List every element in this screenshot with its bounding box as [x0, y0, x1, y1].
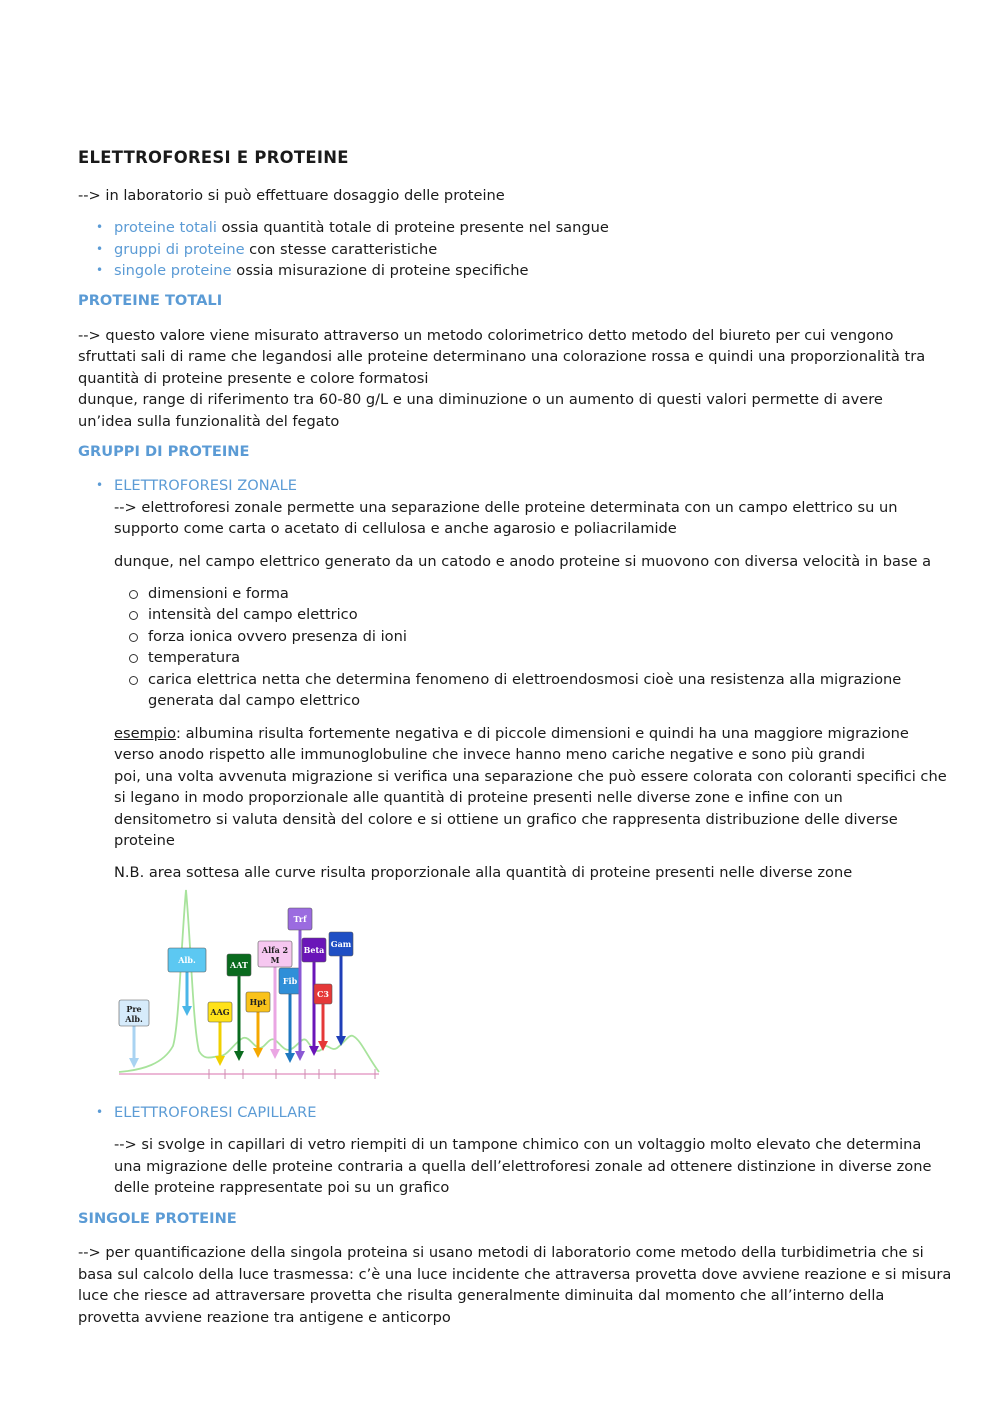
- protein-label: [246, 992, 270, 1058]
- factor-item: dimensioni e forma: [148, 585, 289, 602]
- label-text: Fib: [282, 976, 298, 986]
- label-text: Alb.: [178, 955, 196, 965]
- document-title: ELETTROFORESI E PROTEINE: [78, 148, 349, 167]
- arrow-head-icon: [234, 1051, 244, 1061]
- paragraph-line: proteine: [114, 832, 175, 849]
- list-item-text: ossia misurazione di proteine specifiche: [231, 262, 529, 279]
- bullet-icon: •: [96, 263, 104, 277]
- protein-label: [119, 1000, 149, 1068]
- factor-item-continued: generata dal campo elettrico: [148, 692, 361, 709]
- label-text: Beta: [303, 945, 325, 955]
- list-item: [114, 239, 437, 261]
- arrow-head-icon: [253, 1048, 263, 1058]
- example-line: [114, 723, 909, 745]
- bullet-icon: •: [96, 478, 104, 492]
- list-item-text: con stesse caratteristiche: [244, 241, 438, 258]
- label-text: Hpt: [249, 997, 267, 1007]
- subsection-label-zonale: ELETTROFORESI ZONALE: [114, 477, 297, 494]
- list-item: [114, 217, 609, 239]
- bullet-icon: •: [96, 1105, 104, 1119]
- example-word: esempio: [114, 725, 177, 742]
- intro-text: --> in laboratorio si può effettuare dosaggio delle proteine: [78, 187, 505, 204]
- paragraph-line: luce che riesce ad attraversare provetta che risulta generalmente diminuita dal momento che all’interno della: [78, 1287, 885, 1304]
- paragraph-line: supporto come carta o acetato di cellulosa e anche agarosio e poliacrilamide: [114, 520, 677, 537]
- subsection-label-capillare: ELETTROFORESI CAPILLARE: [114, 1104, 317, 1121]
- arrow-head-icon: [182, 1006, 192, 1016]
- protein-label: [329, 932, 353, 1046]
- protein-label: [314, 984, 332, 1051]
- circle-bullet-icon: [129, 611, 138, 620]
- arrow-head-icon: [285, 1053, 295, 1063]
- arrow-head-icon: [295, 1051, 305, 1061]
- factor-item: intensità del campo elettrico: [148, 606, 358, 623]
- factor-item: temperatura: [148, 649, 241, 666]
- paragraph-line: basa sul calcolo della luce trasmessa: c’è una luce incidente che attraversa provetta dove avviene reazione e si misura: [78, 1266, 952, 1283]
- circle-bullet-icon: [129, 676, 138, 685]
- section-heading-singole: SINGOLE PROTEINE: [78, 1210, 237, 1227]
- label-text: AAG: [210, 1007, 230, 1017]
- protein-label: [168, 948, 206, 1016]
- label-text: Alfa 2: [261, 945, 289, 955]
- list-item-text: ossia quantità totale di proteine presente nel sangue: [216, 219, 609, 236]
- paragraph-line: un’idea sulla funzionalità del fegato: [78, 413, 340, 430]
- label-text: Trf: [293, 914, 307, 924]
- list-item-highlight: singole proteine: [114, 262, 232, 279]
- bullet-icon: •: [96, 220, 104, 234]
- paragraph-line: --> questo valore viene misurato attraverso un metodo colorimetrico detto metodo del biureto per cui vengono: [78, 327, 894, 344]
- arrow-head-icon: [129, 1058, 139, 1068]
- paragraph-line: --> elettroforesi zonale permette una separazione delle proteine determinata con un campo elettrico su un: [114, 499, 898, 516]
- circle-bullet-icon: [129, 633, 138, 642]
- protein-label: [279, 968, 301, 1063]
- circle-bullet-icon: [129, 654, 138, 663]
- factor-item: carica elettrica netta che determina fenomeno di elettroendosmosi cioè una resistenza alla migrazione: [148, 671, 902, 688]
- list-item-highlight: gruppi di proteine: [114, 241, 245, 258]
- label-text: AAT: [230, 960, 248, 970]
- paragraph-line: dunque, range di riferimento tra 60-80 g/L e una diminuzione o un aumento di questi valori permette di avere: [78, 391, 883, 408]
- label-text: Pre: [126, 1004, 142, 1014]
- paragraph-line: sfruttati sali di rame che legandosi alle proteine determinano una colorazione rossa e quindi una proporzionalità tra: [78, 348, 926, 365]
- label-text: C3: [317, 989, 329, 999]
- paragraph-line: --> si svolge in capillari di vetro riempiti di un tampone chimico con un voltaggio molto elevato che determina: [114, 1136, 922, 1153]
- paragraph-line: una migrazione delle proteine contraria a quella dell’elettroforesi zonale ad ottenere distinzione in diverse zone: [114, 1158, 932, 1175]
- paragraph-line: densitometro si valuta densità del colore e si ottiene un grafico che rappresenta distribuzione delle diverse: [114, 811, 898, 828]
- electrophoresis-figure: [113, 886, 385, 1082]
- bullet-icon: •: [96, 242, 104, 256]
- protein-label: [208, 1002, 232, 1066]
- label-text: M: [270, 955, 280, 965]
- paragraph-line: poi, una volta avvenuta migrazione si verifica una separazione che può essere colorata con coloranti specifici che: [114, 768, 947, 785]
- label-text: Gam: [330, 939, 352, 949]
- section-heading-gruppi: GRUPPI DI PROTEINE: [78, 443, 250, 460]
- circle-bullet-icon: [129, 590, 138, 599]
- paragraph-line: provetta avviene reazione tra antigene e anticorpo: [78, 1309, 451, 1326]
- paragraph-line: si legano in modo proporzionale alle quantità di proteine presenti nelle diverse zone e infine con un: [114, 789, 843, 806]
- section-heading-totali: PROTEINE TOTALI: [78, 292, 223, 309]
- paragraph-line: --> per quantificazione della singola proteina si usano metodi di laboratorio come metodo della turbidimetria che si: [78, 1244, 924, 1261]
- example-text: : albumina risulta fortemente negativa e di piccole dimensioni e quindi ha una maggiore migrazione: [176, 725, 909, 742]
- arrow-head-icon: [270, 1049, 280, 1059]
- arrow-head-icon: [215, 1056, 225, 1066]
- paragraph-line: delle proteine rappresentate poi su un grafico: [114, 1179, 450, 1196]
- paragraph-line: verso anodo rispetto alle immunoglobuline che invece hanno meno cariche negative e sono più grandi: [114, 746, 866, 763]
- nb-note: N.B. area sottesa alle curve risulta proporzionale alla quantità di proteine presenti nelle diverse zone: [114, 864, 853, 881]
- factor-item: forza ionica ovvero presenza di ioni: [148, 628, 407, 645]
- paragraph-line: quantità di proteine presente e colore formatosi: [78, 370, 429, 387]
- label-text: Alb.: [125, 1014, 143, 1024]
- list-item: [114, 260, 528, 282]
- electrophoresis-svg: [113, 886, 385, 1082]
- list-item-highlight: proteine totali: [114, 219, 217, 236]
- paragraph-line: dunque, nel campo elettrico generato da un catodo e anodo proteine si muovono con diversa velocità in base a: [114, 553, 932, 570]
